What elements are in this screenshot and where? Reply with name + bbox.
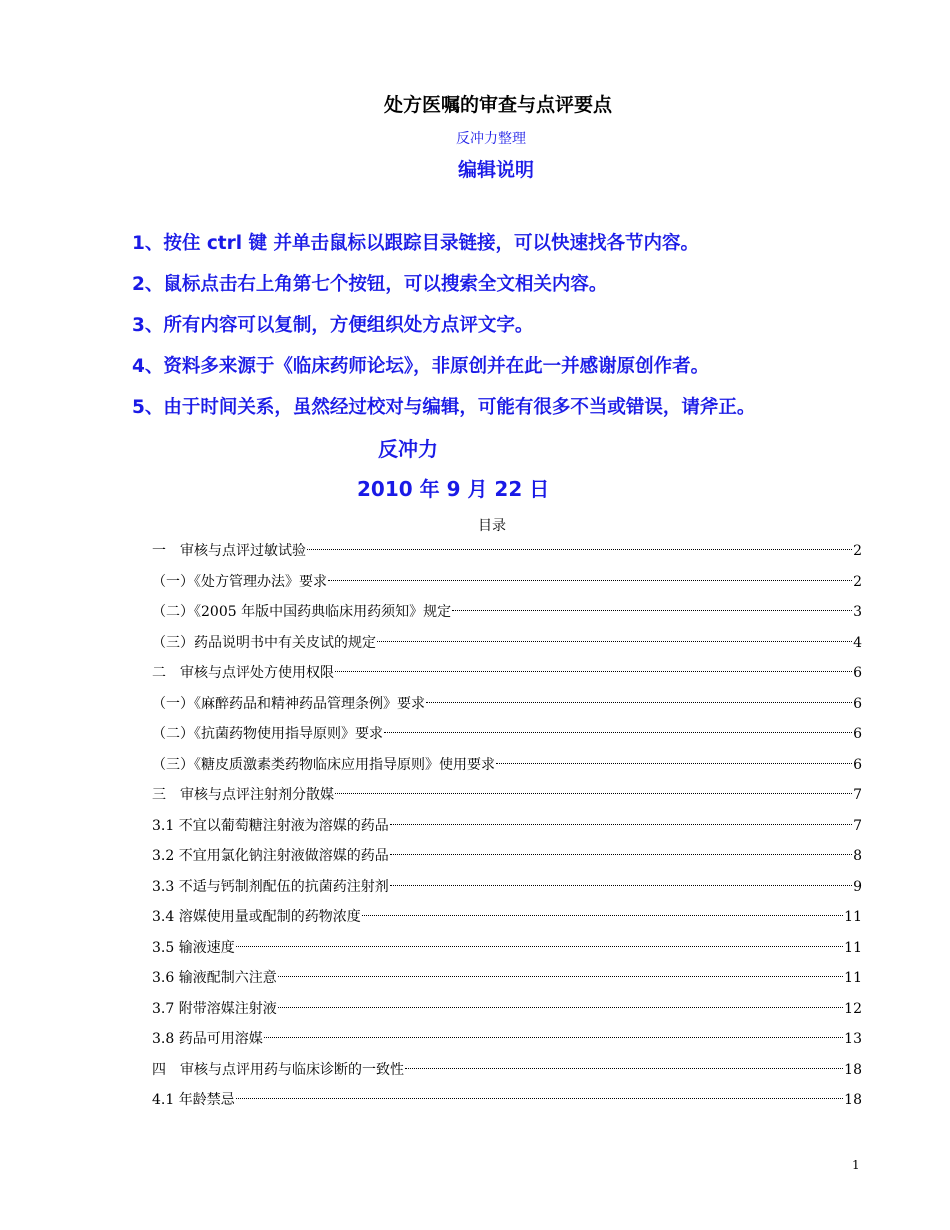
toc-entry-page: 3 [853,604,862,620]
edit-note: 5、由于时间关系，虽然经过校对与编辑，可能有很多不当或错误，请斧正。 [132,397,756,418]
toc-entry-label: 3.7 附带溶媒注射液 [152,1000,277,1017]
toc-entry-page: 18 [844,1061,862,1078]
toc-dot-leader [362,915,843,916]
toc-entry-link[interactable] [152,875,862,906]
toc-entry-page: 7 [853,787,862,803]
toc-entry-label: （三）《糖皮质激素类药物临床应用指导原则》使用要求 [152,756,495,773]
edit-notes-list [132,230,912,435]
page-number: 1 [852,1158,860,1172]
toc-entry-label: 一 审核与点评过敏试验 [152,543,306,559]
edit-note: 4、资料多来源于《临床药师论坛》，非原创并在此一并感谢原创作者。 [132,356,710,377]
toc-entry-page: 11 [844,909,862,925]
toc-entry-page: 2 [853,543,862,559]
toc-entry-link[interactable] [152,844,862,875]
toc-entry-label: 三 审核与点评注射剂分散媒 [152,787,334,803]
toc-dot-leader [390,824,852,825]
toc-dot-leader [335,671,852,672]
toc-entry-link[interactable] [152,783,862,814]
toc-dot-leader [264,1037,843,1038]
toc-entry-link[interactable] [152,997,862,1028]
toc-dot-leader [426,702,852,703]
toc-entry-label: （三）药品说明书中有关皮试的规定 [152,634,376,651]
toc-entry-link[interactable] [152,936,862,967]
toc-entry-page: 11 [844,939,862,956]
document-date: 2010 年 9 月 22 日 [357,477,550,501]
toc-dot-leader [377,641,852,642]
toc-entry-label: 3.8 药品可用溶媒 [152,1031,263,1047]
toc-dot-leader [335,793,852,794]
toc-dot-leader [278,976,843,977]
toc-entry-label: 二 审核与点评处方使用权限 [152,665,334,681]
toc-dot-leader [496,763,852,764]
toc-entry-link[interactable] [152,661,862,692]
toc-dot-leader [384,732,852,733]
toc-entry-label: 四 审核与点评用药与临床诊断的一致性 [152,1061,404,1078]
table-of-contents [152,539,862,1119]
toc-entry-page: 9 [853,878,862,895]
toc-entry-label: （一）《处方管理办法》要求 [152,573,327,590]
toc-entry-page: 6 [853,695,862,712]
toc-entry-label: 4.1 年龄禁忌 [152,1092,235,1108]
toc-entry-link[interactable] [152,753,862,784]
toc-entry-label: 3.2 不宜用氯化钠注射液做溶媒的药品 [152,848,389,864]
toc-entry-page: 6 [853,756,862,773]
toc-dot-leader [390,885,852,886]
toc-dot-leader [452,610,852,611]
toc-entry-page: 13 [844,1031,862,1047]
document-title: 处方医嘱的审查与点评要点 [383,94,612,116]
toc-entry-link[interactable] [152,1027,862,1058]
toc-dot-leader [405,1068,843,1069]
toc-entry-link[interactable] [152,692,862,723]
toc-entry-page: 4 [853,634,862,651]
toc-entry-label: 3.6 输液配制六注意 [152,970,277,986]
toc-entry-page: 7 [853,817,862,834]
toc-entry-page: 6 [853,726,862,742]
toc-entry-page: 2 [853,573,862,590]
toc-entry-link[interactable] [152,539,862,570]
toc-entry-page: 18 [844,1092,862,1108]
document-subtitle: 反冲力整理 [456,131,526,147]
toc-entry-label: （二）《2005 年版中国药典临床用药须知》规定 [152,604,452,620]
toc-dot-leader [328,580,852,581]
toc-entry-label: （二）《抗菌药物使用指导原则》要求 [152,726,383,742]
toc-dot-leader [236,946,843,947]
toc-entry-link[interactable] [152,1088,862,1119]
toc-entry-link[interactable] [152,631,862,662]
author-name: 反冲力 [378,437,438,461]
toc-entry-link[interactable] [152,570,862,601]
edit-note: 1、按住 ctrl 键 并单击鼠标以跟踪目录链接，可以快速找各节内容。 [132,233,699,254]
toc-entry-page: 12 [844,1000,862,1017]
toc-entry-link[interactable] [152,966,862,997]
toc-dot-leader [236,1098,843,1099]
edit-note: 2、鼠标点击右上角第七个按钮，可以搜索全文相关内容。 [132,274,608,295]
toc-title: 目录 [478,518,506,534]
edit-notes-heading: 编辑说明 [457,159,534,181]
toc-entry-page: 11 [844,970,862,986]
toc-entry-label: 3.1 不宜以葡萄糖注射液为溶媒的药品 [152,817,389,834]
toc-entry-page: 6 [853,665,862,681]
toc-dot-leader [390,854,852,855]
toc-entry-label: 3.3 不适与钙制剂配伍的抗菌药注射剂 [152,878,389,895]
toc-entry-link[interactable] [152,1058,862,1089]
toc-dot-leader [307,549,852,550]
toc-entry-page: 8 [853,848,862,864]
toc-entry-label: 3.5 输液速度 [152,939,235,956]
toc-entry-link[interactable] [152,905,862,936]
toc-dot-leader [278,1007,843,1008]
toc-entry-label: 3.4 溶媒使用量或配制的药物浓度 [152,909,361,925]
edit-note: 3、所有内容可以复制，方便组织处方点评文字。 [132,315,534,336]
toc-entry-link[interactable] [152,722,862,753]
toc-entry-link[interactable] [152,600,862,631]
toc-entry-link[interactable] [152,814,862,845]
toc-entry-label: （一）《麻醉药品和精神药品管理条例》要求 [152,695,425,712]
